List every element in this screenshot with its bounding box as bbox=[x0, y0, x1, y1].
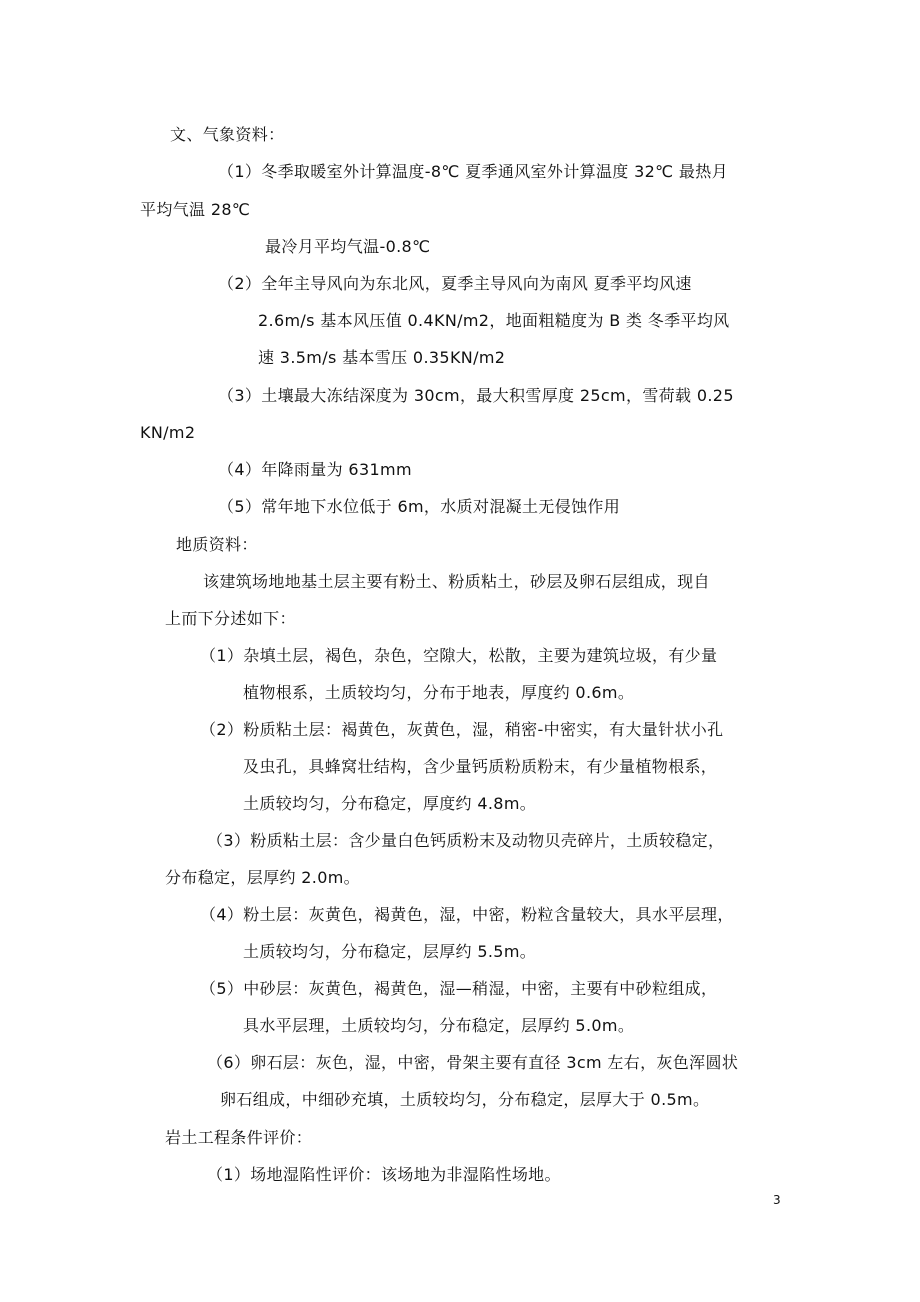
meteorology-item-2-line-2: 2.6m/s 基本风压值 0.4KN/m2，地面粗糙度为 B 类 冬季平均风 bbox=[258, 311, 730, 330]
geology-intro-line-1: 该建筑场地地基土层主要有粉土、粉质粘土，砂层及卵石层组成，现自 bbox=[203, 572, 710, 591]
geology-layer-1-line-2: 植物根系，土质较均匀，分布于地表，厚度约 0.6m。 bbox=[243, 683, 635, 702]
meteorology-item-3-line-1: （3）土壤最大冻结深度为 30cm，最大积雪厚度 25cm，雪荷载 0.25 bbox=[218, 386, 734, 405]
meteorology-item-1-line-3: 最冷月平均气温-0.8℃ bbox=[265, 237, 431, 256]
geology-layer-5-line-1: （5）中砂层：灰黄色，褐黄色，湿—稍湿，中密，主要有中砂粒组成， bbox=[200, 979, 718, 998]
geology-heading: 地质资料： bbox=[176, 535, 258, 554]
geology-layer-6-line-2: 卵石组成，中细砂充填，土质较均匀，分布稳定，层厚大于 0.5m。 bbox=[220, 1090, 710, 1109]
geology-intro-line-2: 上而下分述如下： bbox=[165, 609, 296, 628]
evaluation-item-1: （1）场地湿陷性评价：该场地为非湿陷性场地。 bbox=[207, 1165, 561, 1184]
meteorology-item-5: （5）常年地下水位低于 6m，水质对混凝土无侵蚀作用 bbox=[218, 497, 621, 516]
geology-layer-2-line-1: （2）粉质粘土层：褐黄色，灰黄色，湿，稍密-中密实，有大量针状小孔 bbox=[200, 720, 724, 739]
meteorology-item-1-line-2: 平均气温 28℃ bbox=[140, 200, 251, 219]
geology-layer-5-line-2: 具水平层理，土质较均匀，分布稳定，层厚约 5.0m。 bbox=[243, 1016, 635, 1035]
geology-layer-4-line-2: 土质较均匀，分布稳定，层厚约 5.5m。 bbox=[243, 942, 537, 961]
evaluation-heading: 岩土工程条件评价： bbox=[165, 1128, 313, 1147]
meteorology-item-2-line-3: 速 3.5m/s 基本雪压 0.35KN/m2 bbox=[258, 348, 506, 367]
page-number: 3 bbox=[773, 1193, 781, 1207]
geology-layer-6-line-1: （6）卵石层：灰色，湿，中密，骨架主要有直径 3cm 左右，灰色浑圆状 bbox=[207, 1053, 739, 1072]
meteorology-item-4: （4）年降雨量为 631mm bbox=[218, 460, 412, 479]
geology-layer-3-line-2: 分布稳定，层厚约 2.0m。 bbox=[165, 868, 361, 887]
geology-layer-2-line-3: 土质较均匀，分布稳定，厚度约 4.8m。 bbox=[243, 794, 537, 813]
meteorology-item-3-line-2: KN/m2 bbox=[140, 423, 196, 442]
geology-layer-4-line-1: （4）粉土层：灰黄色，褐黄色，湿，中密，粉粒含量较大，具水平层理， bbox=[200, 905, 734, 924]
geology-layer-1-line-1: （1）杂填土层，褐色，杂色，空隙大，松散，主要为建筑垃圾，有少量 bbox=[200, 646, 718, 665]
meteorology-item-1-line-1: （1）冬季取暖室外计算温度-8℃ 夏季通风室外计算温度 32℃ 最热月 bbox=[218, 162, 728, 181]
meteorology-item-2-line-1: （2）全年主导风向为东北风，夏季主导风向为南风 夏季平均风速 bbox=[218, 274, 692, 293]
geology-layer-2-line-2: 及虫孔，具蜂窝壮结构，含少量钙质粉质粉末，有少量植物根系， bbox=[243, 757, 718, 776]
meteorology-heading: 文、气象资料： bbox=[170, 125, 285, 144]
geology-layer-3-line-1: （3）粉质粘土层：含少量白色钙质粉末及动物贝壳碎片，土质较稳定， bbox=[207, 831, 725, 850]
